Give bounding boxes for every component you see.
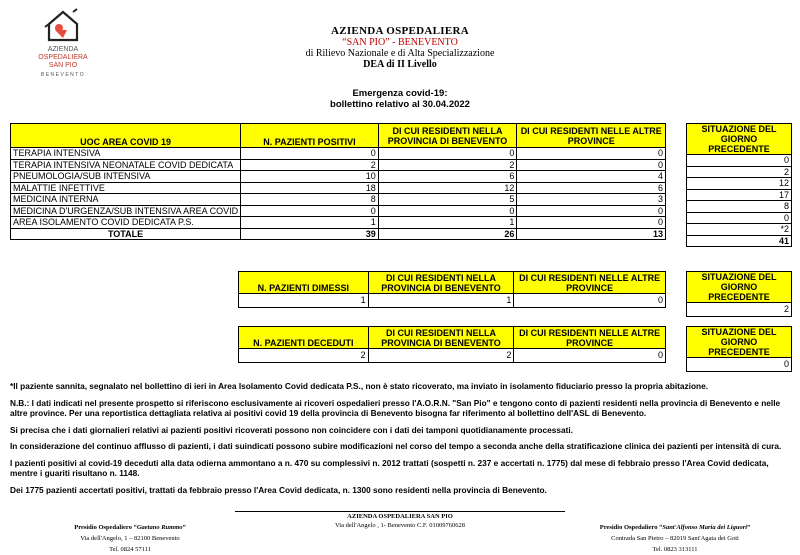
footer-center-title: AZIENDA OSPEDALIERA SAN PIO	[347, 513, 453, 520]
note-tamponi: Si precisa che i dati giornalieri relativi ai pazienti positivi ricoverati possono non coincidere con i dati dei tamponi quotidianamente processati.	[10, 424, 573, 435]
header-deceduti-bn: DI CUI RESIDENTI NELLA PROVINCIA DI BENEVENTO	[368, 327, 514, 349]
document-header	[250, 26, 550, 70]
cell-deceduti: 2	[239, 349, 369, 363]
header-deceduti-altre: DI CUI RESIDENTI NELLE ALTRE PROVINCE	[514, 327, 666, 349]
notes-section	[10, 381, 790, 501]
header-residenti-altre: DI CUI RESIDENTI NELLE ALTRE PROVINCE	[517, 124, 666, 148]
note-deceduti: I pazienti positivi al covid-19 deceduti alla data odierna ammontano a n. 470 su complessivi n. 2012 trattati (sospetti n. 237 e accertati n. 1775) dal mese di febbraio presso l'Area Covid dedicata, mentre i guariti risultano n. 1148.	[10, 457, 769, 478]
prev-total: 41	[687, 235, 792, 247]
prev-cell: 8	[687, 201, 792, 213]
prev-cell: 17	[687, 189, 792, 201]
header-line-4: DEA di II Livello	[363, 59, 437, 70]
total-residenti-altre: 13	[517, 228, 666, 240]
cell-dimessi-bn: 1	[368, 294, 514, 308]
cell-deceduti-bn: 2	[368, 349, 514, 363]
cell-positivi: 0	[241, 205, 379, 217]
row-label: MALATTIE INFETTIVE	[11, 182, 241, 194]
cell-positivi: 8	[241, 194, 379, 206]
prev-cell: 12	[687, 178, 792, 190]
total-label: TOTALE	[11, 228, 241, 240]
table-row	[11, 159, 666, 171]
header-subtitle: “SAN PIO” - BENEVENTO	[342, 37, 458, 48]
table-row	[11, 148, 666, 160]
row-label: TERAPIA INTENSIVA	[11, 148, 241, 160]
note-afflusso: In considerazione del continuo afflusso di pazienti, i dati suindicati possono subire modificazioni nel corso del tempo a seconda anche della stratificazione clinica dei pazienti per intensità di cura.	[10, 441, 782, 451]
header-dimessi-altre: DI CUI RESIDENTI NELLE ALTRE PROVINCE	[514, 272, 666, 294]
cell-deceduti-previous: 0	[687, 358, 792, 372]
house-heart-icon	[43, 6, 83, 46]
cell-dimessi: 1	[239, 294, 369, 308]
footer-left-name: Gaetano Rummo	[136, 524, 183, 531]
table-row	[11, 194, 666, 206]
cell-residenti-bn: 1	[378, 217, 517, 229]
footer-right-title	[570, 522, 780, 533]
cell-positivi: 0	[241, 148, 379, 160]
cell-residenti-bn: 6	[378, 171, 517, 183]
header-dimessi-previous: SITUAZIONE DEL GIORNO PRECEDENTE	[687, 272, 792, 303]
footer-left-address: Via dell'Angelo, 1 – 82100 Benevento	[80, 535, 180, 542]
footer-left-prefix: Presidio Ospedaliero “	[74, 524, 137, 531]
cell-residenti-altre: 3	[517, 194, 666, 206]
cell-dimessi-previous: 2	[687, 303, 792, 317]
cell-residenti-bn: 12	[378, 182, 517, 194]
header-uoc: UOC AREA COVID 19	[11, 124, 241, 148]
main-table	[10, 123, 666, 240]
header-dimessi-bn: DI CUI RESIDENTI NELLA PROVINCIA DI BENEVENTO	[368, 272, 514, 294]
cell-positivi: 10	[241, 171, 379, 183]
header-dimessi: N. PAZIENTI DIMESSI	[239, 272, 369, 294]
row-label: MEDICINA D'URGENZA/SUB INTENSIVA AREA COVID	[11, 205, 241, 217]
previous-day-table	[686, 123, 792, 247]
footer-center	[250, 512, 550, 530]
cell-residenti-altre: 4	[517, 171, 666, 183]
prev-cell: 0	[687, 155, 792, 167]
logo-line-1: AZIENDA	[47, 46, 79, 53]
prev-cell: 0	[687, 212, 792, 224]
header-positivi: N. PAZIENTI POSITIVI	[241, 124, 379, 148]
table-row	[11, 171, 666, 183]
total-positivi: 39	[241, 228, 379, 240]
row-label: MEDICINA INTERNA	[11, 194, 241, 206]
logo-line-4: BENEVENTO	[40, 72, 86, 78]
cell-residenti-altre: 0	[517, 205, 666, 217]
prev-cell: *2	[687, 224, 792, 236]
logo-line-2: OSPEDALIERA	[38, 54, 88, 61]
prev-cell: 2	[687, 166, 792, 178]
cell-residenti-altre: 0	[517, 148, 666, 160]
cell-deceduti-altre: 0	[514, 349, 666, 363]
footer-right-phone: Tel. 0823 313111	[652, 546, 698, 553]
footer-left-title	[40, 522, 220, 533]
note-asterisk: *Il paziente sannita, segnalato nel bollettino di ieri in Area Isolamento Covid dedicata P.S., non è stato ricoverato, ma inviato in isolamento fiduciario presso la propria abitazione.	[10, 381, 709, 391]
note-residenti: Dei 1775 pazienti accertati positivi, trattati da febbraio presso l'Area Covid dedicata, n. 1300 sono residenti nella provincia di Benevento.	[10, 484, 547, 495]
cell-dimessi-altre: 0	[514, 294, 666, 308]
bulletin-line-2: bollettino relativo al 30.04.2022	[330, 99, 470, 110]
header-deceduti: N. PAZIENTI DECEDUTI	[239, 327, 369, 349]
cell-residenti-altre: 0	[517, 159, 666, 171]
footer-right-suffix: ”	[747, 524, 751, 531]
header-line-3: di Rilievo Nazionale e di Alta Specializzazione	[305, 48, 495, 59]
footer-right-prefix: Presidio Ospedaliero “	[599, 524, 663, 531]
header-residenti-bn: DI CUI RESIDENTI NELLA PROVINCIA DI BENEVENTO	[378, 124, 517, 148]
cell-positivi: 18	[241, 182, 379, 194]
cell-residenti-bn: 0	[378, 205, 517, 217]
table-row	[11, 205, 666, 217]
discharged-previous-table	[686, 271, 792, 317]
header-previous-day: SITUAZIONE DEL GIORNO PRECEDENTE	[687, 124, 792, 155]
footer-right	[570, 522, 780, 555]
row-label: TERAPIA INTENSIVA NEONATALE COVID DEDICATA	[11, 159, 241, 171]
footer-left	[40, 522, 220, 555]
total-row	[11, 228, 666, 240]
cell-residenti-bn: 0	[378, 148, 517, 160]
deceased-table	[238, 326, 666, 363]
table-row	[11, 182, 666, 194]
footer-right-address: Contrada San Pietro – 82019 Sant'Agata dei Goti	[611, 535, 739, 542]
row-label: AREA ISOLAMENTO COVID DEDICATA P.S.	[11, 217, 241, 229]
hospital-logo	[30, 6, 96, 86]
cell-positivi: 2	[241, 159, 379, 171]
footer-center-address: Via dell'Angelo , 1- Benevento C.F. 01009760628	[334, 522, 466, 529]
logo-line-3: SAN PIO	[48, 62, 78, 69]
footer-right-name: Sant'Alfonso Maria dei Liguori	[662, 524, 748, 531]
row-label: PNEUMOLOGIA/SUB INTENSIVA	[11, 171, 241, 183]
bulletin-line-1: Emergenza covid-19:	[352, 88, 448, 99]
total-residenti-bn: 26	[378, 228, 517, 240]
footer-left-phone: Tel. 0824 57111	[109, 546, 151, 553]
header-deceduti-previous: SITUAZIONE DEL GIORNO PRECEDENTE	[687, 327, 792, 358]
discharged-table	[238, 271, 666, 308]
bulletin-title	[250, 88, 550, 110]
table-row	[11, 217, 666, 229]
header-title: AZIENDA OSPEDALIERA	[330, 25, 470, 37]
cell-residenti-bn: 2	[378, 159, 517, 171]
note-nb: N.B.: I dati indicati nel presente prospetto si riferiscono esclusivamente ai ricoveri ospedalieri presso l'A.O.R.N. "San Pio" e tengono conto di pazienti residenti nella provincia di Benevento e nelle altre province. Per una reportistica dettagliata relativa ai positivi covid 19 della provincia di Benevento bisogna far riferimento al bollettino dell'ASL di Benevento.	[10, 397, 781, 418]
cell-positivi: 1	[241, 217, 379, 229]
footer-left-suffix: ”	[182, 524, 186, 531]
cell-residenti-bn: 5	[378, 194, 517, 206]
deceased-previous-table	[686, 326, 792, 372]
cell-residenti-altre: 6	[517, 182, 666, 194]
cell-residenti-altre: 0	[517, 217, 666, 229]
